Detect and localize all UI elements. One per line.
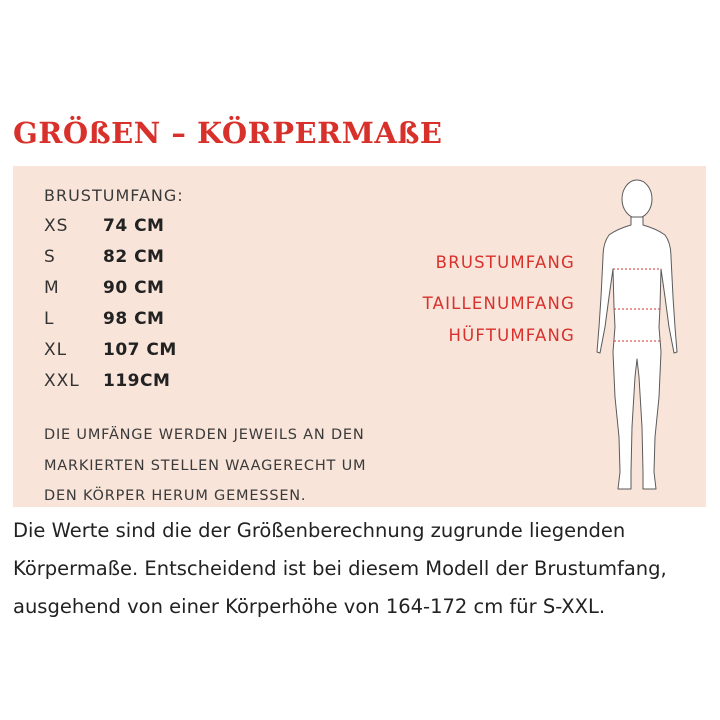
chest-heading: BRUSTUMFANG:	[44, 186, 184, 205]
size-code: XXL	[44, 371, 80, 391]
size-panel	[13, 166, 706, 507]
note-line: DEN KÖRPER HERUM GEMESSEN.	[44, 488, 307, 504]
bottom-description	[13, 512, 713, 626]
size-value: 74 CM	[103, 216, 165, 236]
size-code: L	[44, 309, 55, 329]
description-line: Körpermaße. Entscheidend ist bei diesem Modell der Brustumfang,	[13, 557, 667, 580]
note-line: MARKIERTEN STELLEN WAAGERECHT UM	[44, 457, 367, 474]
size-value: 98 CM	[103, 309, 165, 329]
size-value: 82 CM	[103, 247, 165, 267]
hip-label: HÜFTUMFANG	[448, 326, 575, 345]
size-value: 90 CM	[103, 278, 165, 298]
size-value: 119CM	[103, 371, 171, 391]
body-figure-icon	[587, 177, 687, 497]
waist-label: TAILLENUMFANG	[422, 294, 575, 313]
description-line: Die Werte sind die der Größenberechnung zugrunde liegenden	[13, 519, 626, 542]
size-value: 107 CM	[103, 340, 177, 360]
size-code: S	[44, 247, 56, 267]
page-title: GRÖßEN – KÖRPERMAßE	[13, 116, 443, 150]
measurement-note	[44, 420, 404, 512]
size-code: XL	[44, 340, 68, 360]
size-code: M	[44, 278, 60, 298]
note-line: DIE UMFÄNGE WERDEN JEWEILS AN DEN	[44, 427, 365, 443]
size-code: XS	[44, 216, 69, 236]
chest-label: BRUSTUMFANG	[435, 253, 575, 272]
description-line: ausgehend von einer Körperhöhe von 164-172 cm für S-XXL.	[13, 595, 606, 618]
